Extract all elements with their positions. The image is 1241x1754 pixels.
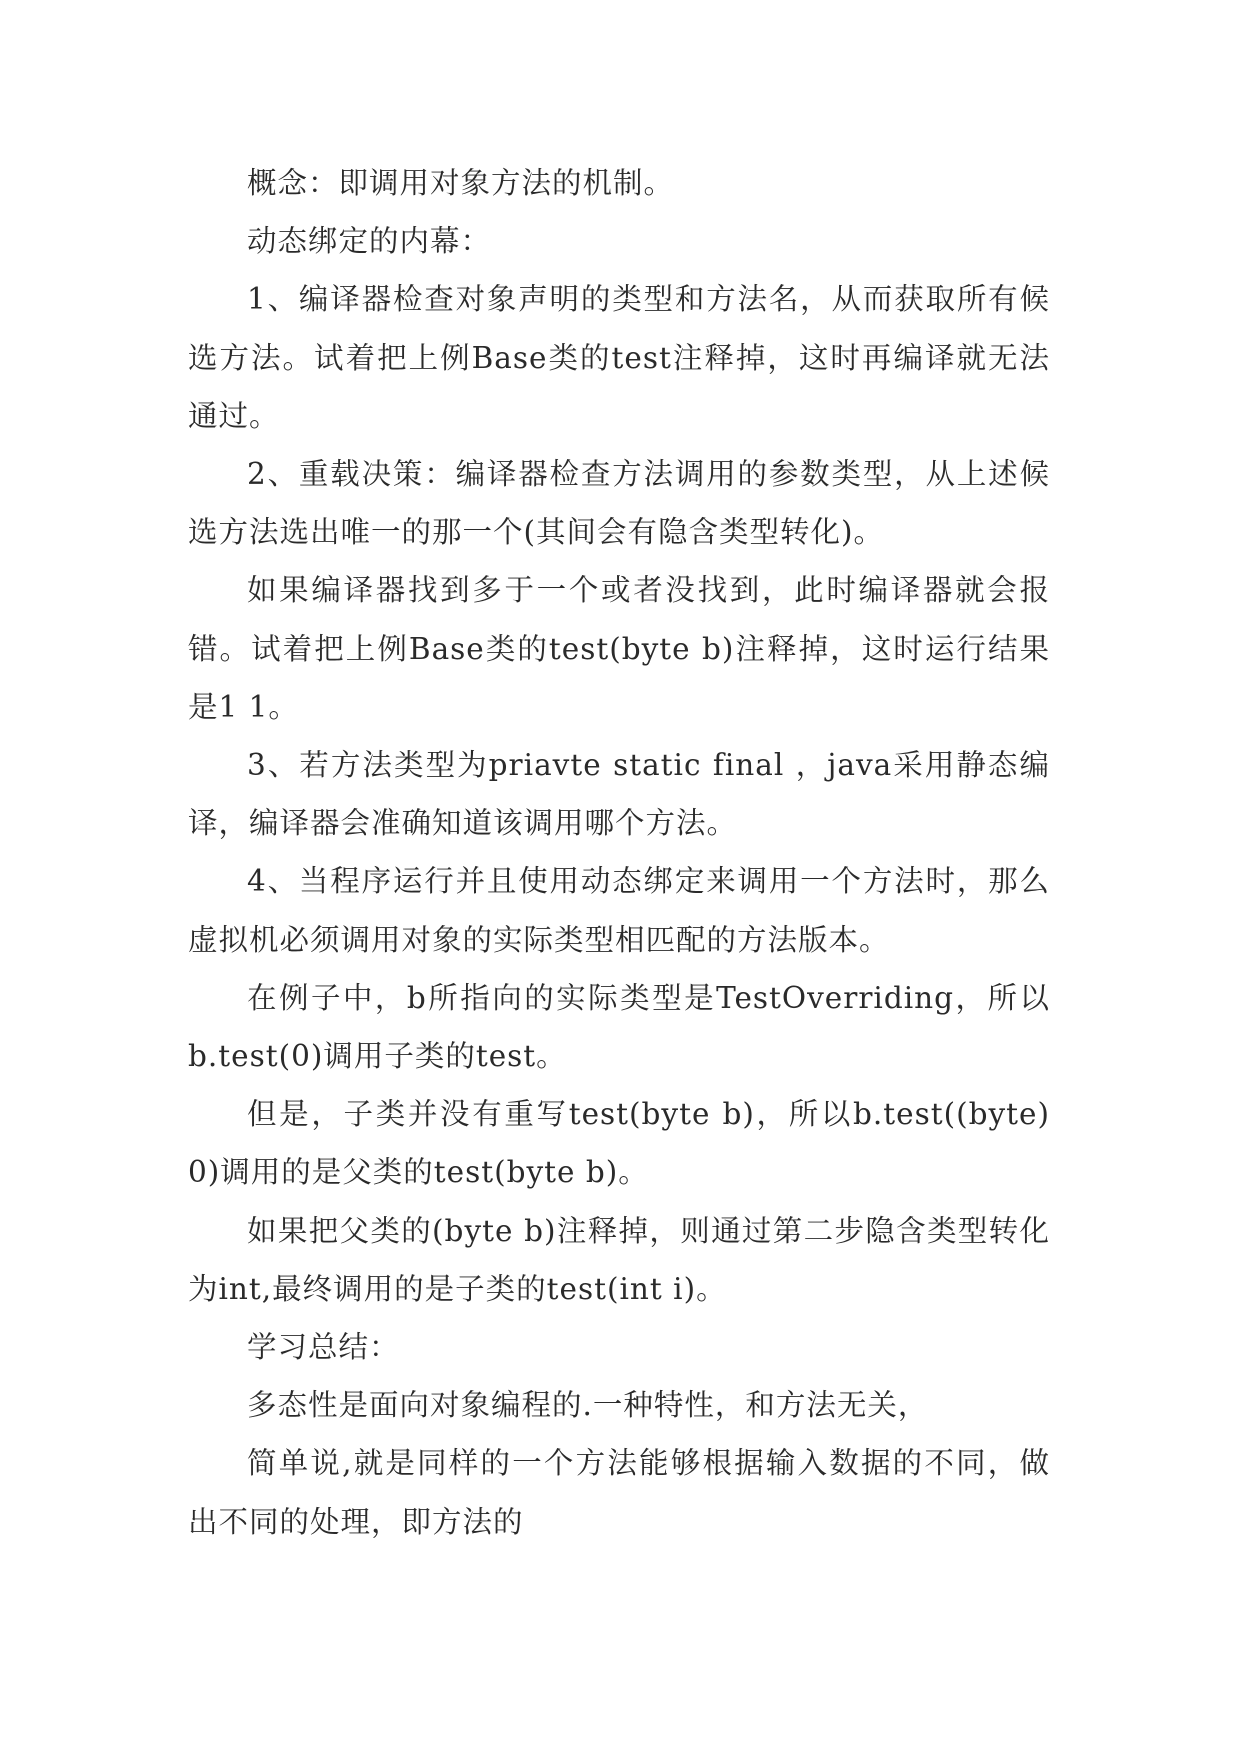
document-body [188,154,1050,1551]
paragraph-polymorphism: 多态性是面向对象编程的.一种特性，和方法无关， [247,1388,929,1423]
paragraph-step-3: 3、若方法类型为priavte static final ，java采用静态编译，编译器会准确知道该调用哪个方法。 [188,748,1050,841]
paragraph-simple-explanation: 简单说,就是同样的一个方法能够根据输入数据的不同，做出不同的处理，即方法的 [188,1446,1050,1539]
paragraph-dynamic-binding-heading: 动态绑定的内幕： [247,224,492,259]
paragraph-summary-heading: 学习总结： [247,1330,400,1365]
paragraph-byte-override: 但是，子类并没有重写test(byte b)，所以b.test((byte)0)调用的是父类的test(byte b)。 [188,1097,1050,1190]
paragraph-step-1: 1、编译器检查对象声明的类型和方法名，从而获取所有候选方法。试着把上例Base类的test注释掉，这时再编译就无法通过。 [188,282,1050,433]
paragraph-example: 在例子中，b所指向的实际类型是TestOverriding，所以b.test(0)调用子类的test。 [188,980,1050,1074]
paragraph-step-2: 2、重载决策：编译器检查方法调用的参数类型，从上述候选方法选出唯一的那一个(其间会有隐含类型转化)。 [188,457,1050,550]
paragraph-implicit-conversion: 如果把父类的(byte b)注释掉，则通过第二步隐含类型转化为int,最终调用的是子类的test(int i)。 [188,1213,1050,1306]
paragraph-compiler-error: 如果编译器找到多于一个或者没找到，此时编译器就会报错。试着把上例Base类的test(byte b)注释掉，这时运行结果是1 1。 [188,573,1050,724]
paragraph-concept: 概念：即调用对象方法的机制。 [247,166,675,200]
paragraph-step-4: 4、当程序运行并且使用动态绑定来调用一个方法时，那么虚拟机必须调用对象的实际类型相匹配的方法版本。 [188,864,1050,957]
